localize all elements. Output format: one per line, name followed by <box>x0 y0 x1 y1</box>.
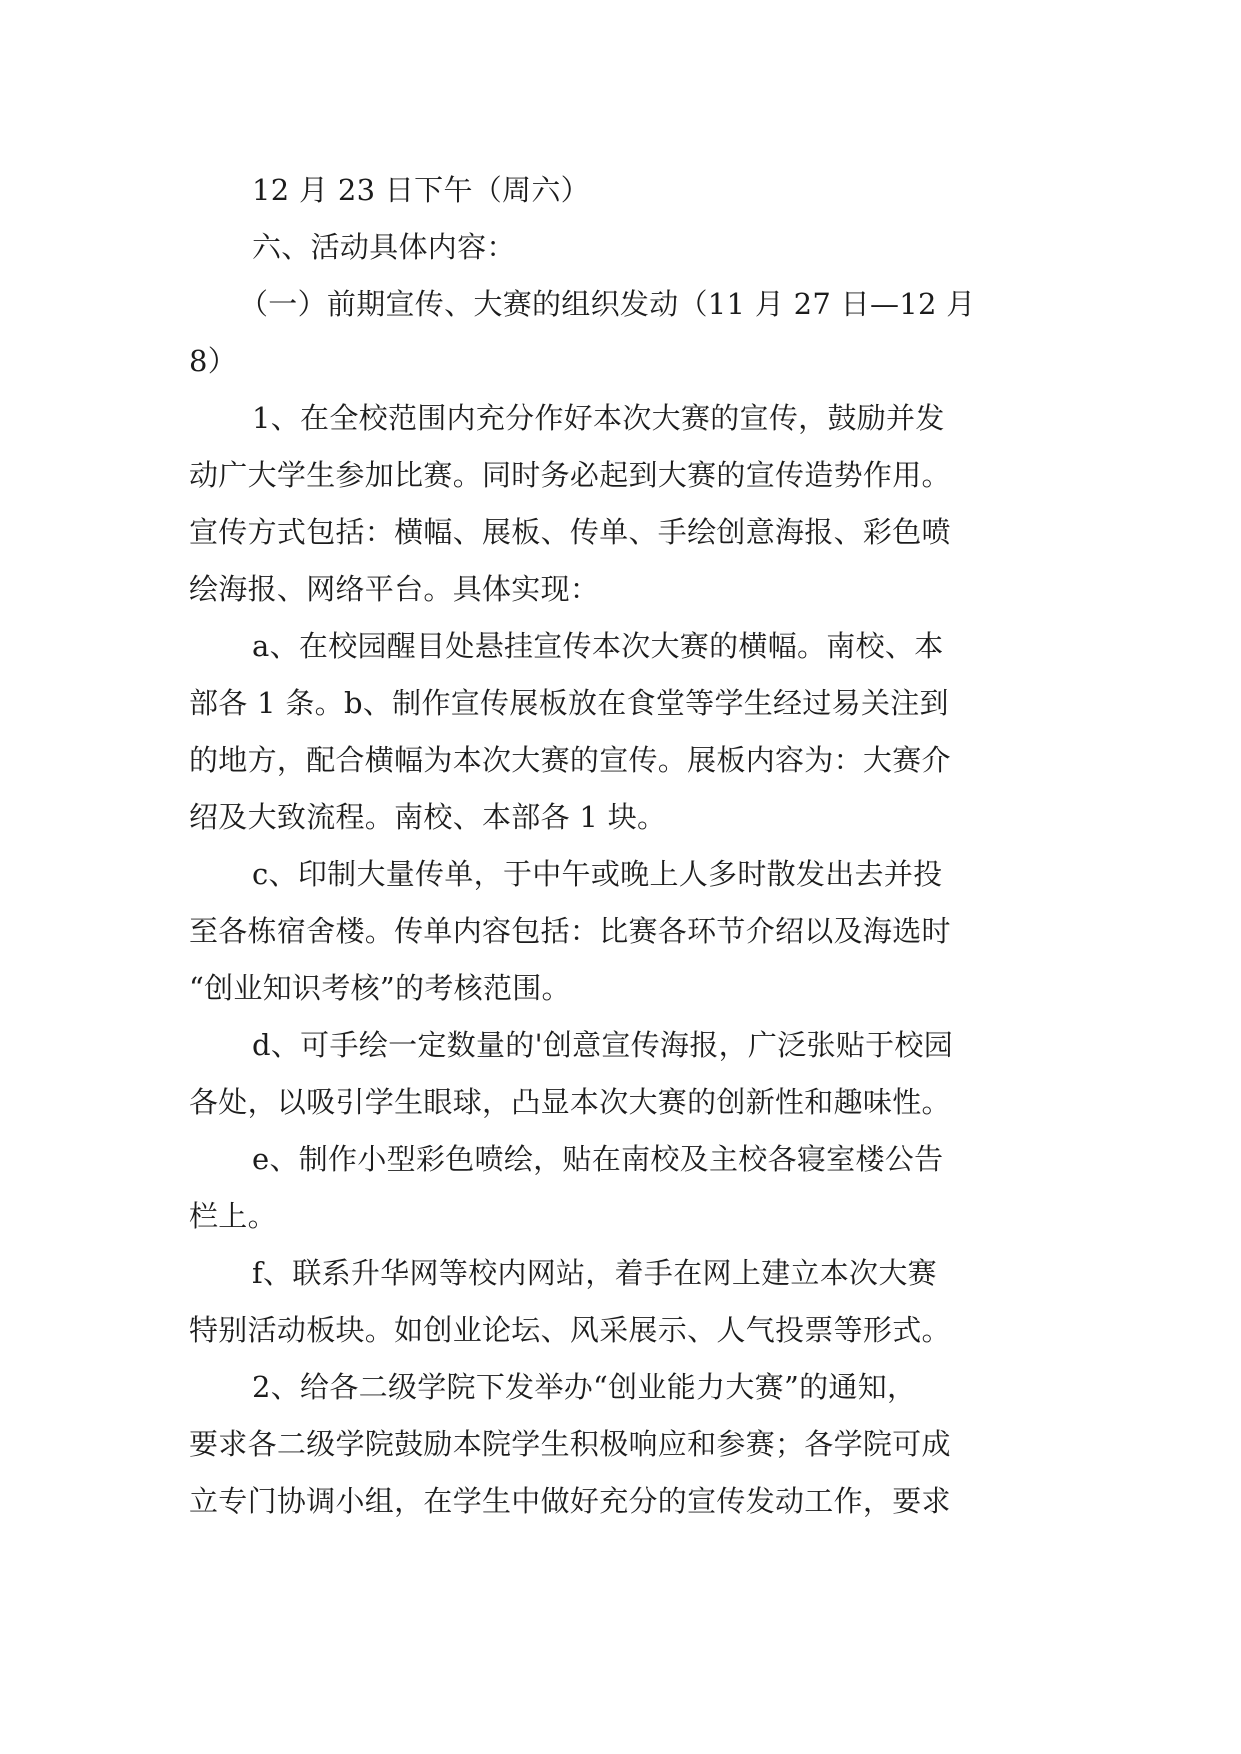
paragraph-line: 至各栋宿舍楼。传单内容包括：比赛各环节介绍以及海选时 <box>189 914 951 948</box>
date-line: 12 月 23 日下午（周六） <box>252 173 590 207</box>
document-body <box>189 162 1059 1530</box>
paragraph-line: a、在校园醒目处悬挂宣传本次大赛的横幅。南校、本 <box>252 629 944 663</box>
paragraph-line: 的地方，配合横幅为本次大赛的宣传。展板内容为：大赛介 <box>189 743 951 777</box>
paragraph-line: c、印制大量传单，于中午或晚上人多时散发出去并投 <box>252 857 943 891</box>
paragraph-line: 要求各二级学院鼓励本院学生积极响应和参赛；各学院可成 <box>189 1427 951 1461</box>
paragraph-line: 绘海报、网络平台。具体实现： <box>189 572 600 606</box>
paragraph-line: 部各 1 条。b、制作宣传展板放在食堂等学生经过易关注到 <box>189 686 949 720</box>
paragraph-line: 宣传方式包括：横幅、展板、传单、手绘创意海报、彩色喷 <box>189 515 951 549</box>
paragraph-line: 各处，以吸引学生眼球，凸显本次大赛的创新性和趣味性。 <box>189 1085 951 1119</box>
paragraph-line: “创业知识考核”的考核范围。 <box>189 971 571 1005</box>
subsection-heading: （一）前期宣传、大赛的组织发动（11 月 27 日—12 月 <box>239 287 976 321</box>
paragraph-line: d、可手绘一定数量的'创意宣传海报，广泛张贴于校园 <box>252 1028 954 1062</box>
paragraph-line: 动广大学生参加比赛。同时务必起到大赛的宣传造势作用。 <box>189 458 951 492</box>
subsection-heading-continued: 8） <box>189 344 238 378</box>
paragraph-line: 1、在全校范围内充分作好本次大赛的宣传，鼓励并发 <box>252 401 945 435</box>
paragraph-line: 栏上。 <box>189 1199 277 1233</box>
section-heading: 六、活动具体内容： <box>252 230 516 264</box>
paragraph-line: e、制作小型彩色喷绘，贴在南校及主校各寝室楼公告 <box>252 1142 944 1176</box>
paragraph-line: 立专门协调小组，在学生中做好充分的宣传发动工作，要求 <box>189 1484 951 1518</box>
paragraph-line: 2、给各二级学院下发举办“创业能力大赛”的通知， <box>252 1370 917 1404</box>
paragraph-line: 特别活动板块。如创业论坛、风采展示、人气投票等形式。 <box>189 1313 951 1347</box>
paragraph-line: f、联系升华网等校内网站，着手在网上建立本次大赛 <box>252 1256 937 1290</box>
paragraph-line: 绍及大致流程。南校、本部各 1 块。 <box>189 800 667 834</box>
